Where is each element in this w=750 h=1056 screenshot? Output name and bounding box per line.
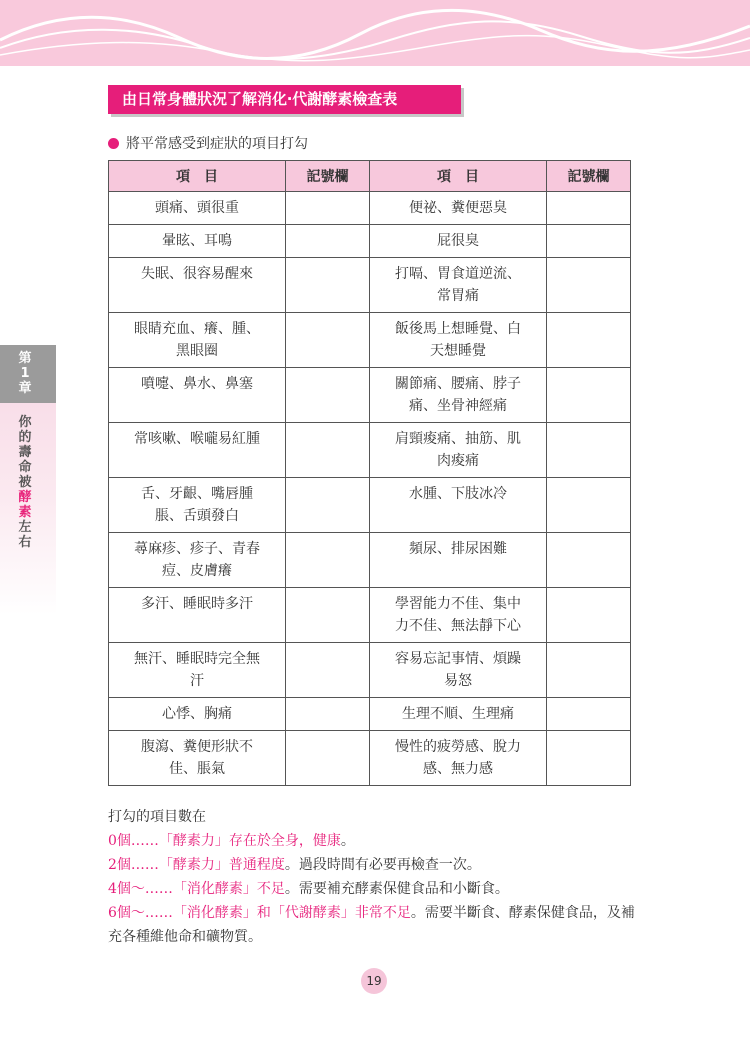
symptom-cell-left: 頭痛、頭很重: [109, 192, 286, 225]
checkbox-cell[interactable]: [547, 258, 631, 313]
checkbox-cell[interactable]: [286, 588, 370, 643]
legend-highlight: 「酵素力」普通程度: [158, 857, 285, 873]
page-number: 19: [361, 968, 387, 994]
table-row: [109, 313, 631, 368]
checkbox-cell[interactable]: [547, 698, 631, 731]
checkbox-cell[interactable]: [286, 643, 370, 698]
column-header-item: 項 目: [370, 161, 547, 192]
symptom-cell-right: 水腫、下肢冰冷: [370, 478, 547, 533]
legend-count: 4個～……: [108, 881, 173, 897]
symptom-cell-left: 眼睛充血、癢、腫、 黑眼圈: [109, 313, 286, 368]
symptom-cell-right: 屁很臭: [370, 225, 547, 258]
checkbox-cell[interactable]: [286, 423, 370, 478]
table-row: [109, 423, 631, 478]
checkbox-cell[interactable]: [286, 368, 370, 423]
legend-count: 2個……: [108, 857, 159, 873]
checkbox-cell[interactable]: [547, 423, 631, 478]
checkbox-cell[interactable]: [286, 533, 370, 588]
symptom-cell-right: 關節痛、腰痛、脖子 痛、坐骨神經痛: [370, 368, 547, 423]
table-row: [109, 643, 631, 698]
legend-item: [108, 901, 638, 949]
legend-item: [108, 877, 638, 901]
symptom-cell-right: 容易忘記事情、煩躁 易怒: [370, 643, 547, 698]
legend-rest: 。需要補充酵素保健食品和小斷食。: [284, 881, 509, 897]
book-title-accent: 酵素: [18, 490, 32, 520]
checkbox-cell[interactable]: [286, 731, 370, 786]
checkbox-cell[interactable]: [547, 588, 631, 643]
legend-count: 0個……: [108, 833, 159, 849]
instruction: [108, 133, 308, 153]
checkbox-cell[interactable]: [286, 698, 370, 731]
checkbox-cell[interactable]: [286, 478, 370, 533]
symptom-cell-right: 生理不順、生理痛: [370, 698, 547, 731]
table-row: [109, 588, 631, 643]
checkbox-cell[interactable]: [286, 258, 370, 313]
checkbox-cell[interactable]: [547, 533, 631, 588]
checkbox-cell[interactable]: [286, 192, 370, 225]
symptom-cell-left: 噴嚏、鼻水、鼻塞: [109, 368, 286, 423]
checkbox-cell[interactable]: [286, 225, 370, 258]
table-row: [109, 698, 631, 731]
symptom-cell-left: 常咳嗽、喉嚨易紅腫: [109, 423, 286, 478]
symptom-cell-left: 多汗、睡眠時多汗: [109, 588, 286, 643]
symptom-cell-right: 便祕、糞便惡臭: [370, 192, 547, 225]
symptom-cell-right: 肩頸痠痛、抽筋、肌 肉痠痛: [370, 423, 547, 478]
bullet-icon: [108, 138, 119, 149]
page-title: 由日常身體狀況了解消化‧代謝酵素檢查表: [108, 85, 461, 114]
symptom-cell-left: 無汗、睡眠時完全無 汗: [109, 643, 286, 698]
column-header-mark: 記號欄: [547, 161, 631, 192]
column-header-mark: 記號欄: [286, 161, 370, 192]
symptom-cell-right: 學習能力不佳、集中 力不佳、無法靜下心: [370, 588, 547, 643]
legend-highlight: 「消化酵素」和「代謝酵素」非常不足: [172, 905, 411, 921]
legend-item: [108, 829, 638, 853]
table-row: [109, 258, 631, 313]
chapter-label: 第1章: [18, 351, 32, 396]
checkbox-cell[interactable]: [547, 313, 631, 368]
legend-rest: 。需要半斷食、酵素保健食品，及補充各種維他命和礦物質。: [108, 905, 635, 945]
symptom-cell-right: 慢性的疲勞感、脫力 感、無力感: [370, 731, 547, 786]
checkbox-cell[interactable]: [547, 192, 631, 225]
checklist-table: [108, 160, 631, 786]
symptom-cell-left: 心悸、胸痛: [109, 698, 286, 731]
symptom-cell-left: 暈眩、耳鳴: [109, 225, 286, 258]
symptom-cell-right: 打嗝、胃食道逆流、 常胃痛: [370, 258, 547, 313]
symptom-cell-right: 頻尿、排尿困難: [370, 533, 547, 588]
table-row: [109, 478, 631, 533]
legend-count: 6個～……: [108, 905, 173, 921]
checkbox-cell[interactable]: [547, 225, 631, 258]
legend-item: [108, 853, 638, 877]
checkbox-cell[interactable]: [286, 313, 370, 368]
legend-highlight: 「酵素力」存在於全身，健康: [158, 833, 341, 849]
checkbox-cell[interactable]: [547, 478, 631, 533]
checkbox-cell[interactable]: [547, 731, 631, 786]
legend-rest: 。過段時間有必要再檢查一次。: [284, 857, 481, 873]
table-row: [109, 731, 631, 786]
symptom-cell-left: 蕁麻疹、疹子、青春 痘、皮膚癢: [109, 533, 286, 588]
table-row: [109, 225, 631, 258]
symptom-cell-left: 失眠、很容易醒來: [109, 258, 286, 313]
legend-rest: 。: [340, 833, 355, 849]
instruction-text: 將平常感受到症狀的項目打勾: [126, 136, 308, 152]
table-row: [109, 533, 631, 588]
checkbox-cell[interactable]: [547, 368, 631, 423]
legend-intro: 打勾的項目數在: [108, 809, 206, 825]
checkbox-cell[interactable]: [547, 643, 631, 698]
symptom-cell-left: 舌、牙齦、嘴唇腫 脹、舌頭發白: [109, 478, 286, 533]
result-legend: [108, 805, 638, 949]
book-title-part: 你的壽命被: [18, 415, 32, 490]
symptom-cell-left: 腹瀉、糞便形狀不 佳、脹氣: [109, 731, 286, 786]
top-wave-banner: [0, 0, 750, 66]
book-title: [14, 415, 36, 550]
chapter-side-tab: [0, 345, 56, 615]
table-row: [109, 368, 631, 423]
column-header-item: 項 目: [109, 161, 286, 192]
legend-highlight: 「消化酵素」不足: [172, 881, 285, 897]
symptom-cell-right: 飯後馬上想睡覺、白 天想睡覺: [370, 313, 547, 368]
book-title-part: 左右: [18, 520, 32, 550]
table-row: [109, 192, 631, 225]
